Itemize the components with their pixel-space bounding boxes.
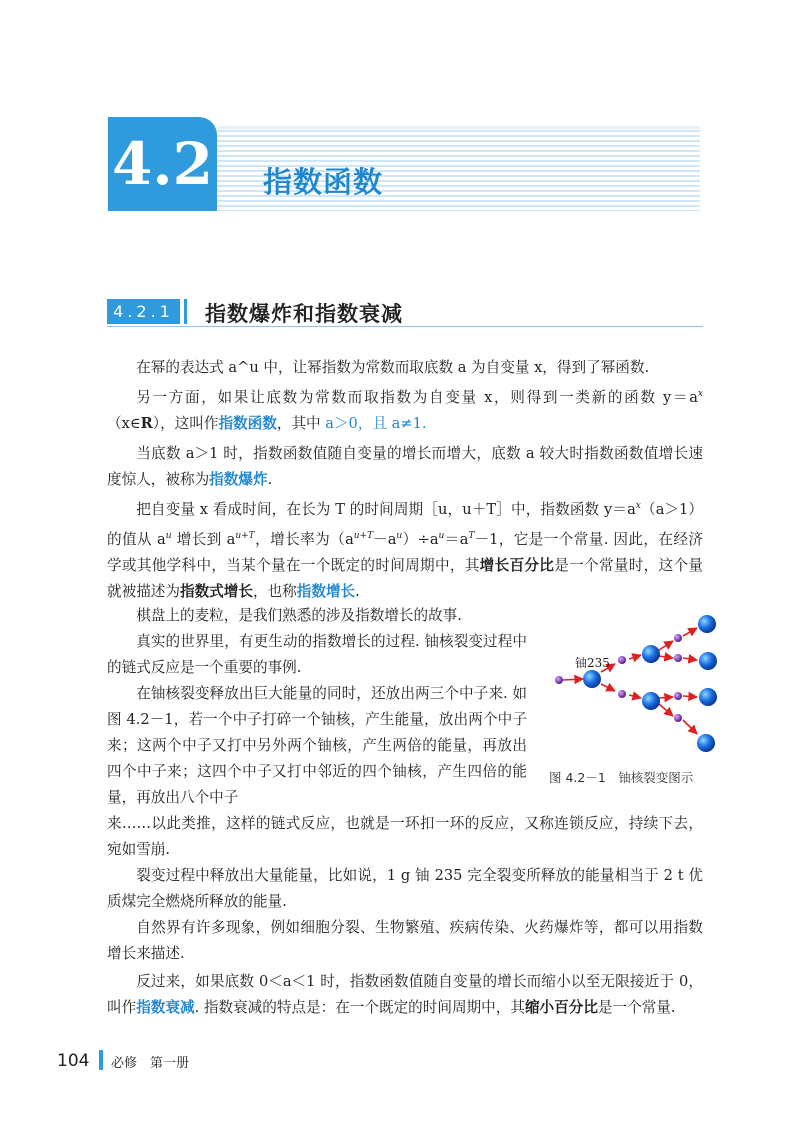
section-rule <box>107 326 703 327</box>
paragraph-7: 在铀核裂变释放出巨大能量的同时，还放出两三个中子来. 如图 4.2－1，若一个中子打碎一个铀核，产生能量，放出两个中子来；这两个中子又打中另外两个铀核，产生两倍的能量，再放出四个中子来；这四个中子又打中邻近的四个铀核，产生四倍的能量，再放出八个中子 <box>107 685 527 806</box>
keyword-exponential-growth: 指数增长 <box>296 582 356 600</box>
p2-real-set: R <box>140 414 153 432</box>
bold-exponential-growth: 指数式增长 <box>179 582 253 600</box>
p4-exp-uT1: u+T <box>235 530 255 541</box>
p2-text-c: ），这叫作 <box>152 414 219 432</box>
p4-text-f: ）÷a <box>402 530 439 548</box>
p2-condition: a＞0，且 a≠1. <box>325 414 427 432</box>
p4-text-h: －1，它是一个常量. 因此，在经济学或其他学科中，当某个量在一个既定的时间周期中，其 <box>107 530 704 574</box>
paragraph-6: 真实的世界里，有更生动的指数增长的过程. 铀核裂变过程中的链式反应是一个重要的事例. <box>107 633 527 676</box>
figure-caption: 图 4.2－1 铀核裂变图示 <box>549 770 694 785</box>
p4-text-b: （a＞1）的值从 a <box>107 500 703 548</box>
p4-text-d: ，增长率为（a <box>254 530 354 548</box>
p4-exp-u3: u <box>438 530 445 541</box>
paragraph-3 <box>107 441 703 493</box>
chapter-number: 4.2 <box>112 130 213 198</box>
p4-exp-uT2: u+T <box>353 530 374 541</box>
keyword-exponential-explosion: 指数爆炸 <box>209 471 268 488</box>
book-title: 必修 第一册 <box>111 1056 190 1071</box>
paragraph-2 <box>107 381 703 437</box>
paragraph-1: 在幂的表达式 a^u 中，让幂指数为常数而取底数 a 为自变量 x，得到了幂函数. <box>136 359 650 376</box>
section-number: 4.2.1 <box>107 299 180 324</box>
p4-text-a: 把自变量 x 看成时间，在长为 T 的时间周期［u，u＋T］中，指数函数 y＝a <box>136 500 636 518</box>
paragraph-5: 棋盘上的麦粒，是我们熟悉的涉及指数增长的故事. <box>136 607 462 624</box>
p10-text-c: 是一个常量. <box>597 999 676 1016</box>
p2-text-b: （x∈ <box>107 414 141 432</box>
uranium-label: 铀235 <box>575 656 610 670</box>
chapter-title: 指数函数 <box>263 165 384 199</box>
p3-text-b: . <box>267 471 273 488</box>
paragraph-7-continued: 来……以此类推，这样的链式反应，也就是一环扣一环的反应，又称连锁反应，持续下去，宛如雪崩. <box>107 815 703 858</box>
bold-growth-percentage: 增长百分比 <box>479 556 555 574</box>
p4-text-e: －a <box>373 530 397 548</box>
p3-text-a: 当底数 a＞1 时，指数函数值随自变量的增长而增大，底数 a 较大时指数函数值增长速度惊人，被称为 <box>107 445 703 488</box>
section-divider <box>184 299 187 324</box>
bold-shrink-percentage: 缩小百分比 <box>524 999 598 1016</box>
keyword-exponential-function: 指数函数 <box>218 414 277 432</box>
p2-text-a: 另一方面，如果让底数为常数而取指数为自变量 x，则得到一类新的函数 y＝a <box>136 388 698 406</box>
page-number: 104 <box>57 1051 90 1071</box>
section-title: 指数爆炸和指数衰减 <box>205 302 403 326</box>
p4-exp-u2: u <box>396 530 403 541</box>
p4-exp-u1: u <box>165 530 172 541</box>
chapter-number-box <box>108 117 217 211</box>
p2-text-d: ，其中 <box>276 414 326 432</box>
p2-exponent-x: x <box>697 389 703 399</box>
p10-text-b: . 指数衰减的特点是：在一个既定的时间周期中，其 <box>194 999 525 1016</box>
p4-text-i: 是一个常量时，这个量就被描述为 <box>107 556 703 600</box>
uranium-nuclei <box>583 615 717 752</box>
p4-text-g: ＝a <box>444 530 469 548</box>
paragraph-8: 裂变过程中释放出大量能量，比如说，1 g 铀 235 完全裂变所释放的能量相当于 2 t 优质煤完全燃烧所释放的能量. <box>107 867 703 910</box>
p4-exp-x: x <box>635 501 641 511</box>
p4-text-c: 增长到 a <box>171 530 236 548</box>
fission-diagram <box>545 600 725 760</box>
p4-text-j: ，也称 <box>252 582 297 600</box>
p4-exp-T: T <box>468 530 475 541</box>
p4-text-k: . <box>355 582 360 600</box>
chapter-band-top <box>217 126 700 129</box>
paragraph-4 <box>107 493 703 605</box>
keyword-exponential-decay: 指数衰减 <box>136 999 195 1016</box>
p10-text-a: 反过来，如果底数 0＜a＜1 时，指数函数值随自变量的增长而缩小以至无限接近于 0，叫作 <box>107 973 703 1016</box>
page-number-bar <box>99 1050 103 1070</box>
paragraph-9: 自然界有许多现象，例如细胞分裂、生物繁殖、疾病传染、火药爆炸等，都可以用指数增长来描述. <box>107 919 703 962</box>
paragraph-10 <box>107 969 703 1021</box>
